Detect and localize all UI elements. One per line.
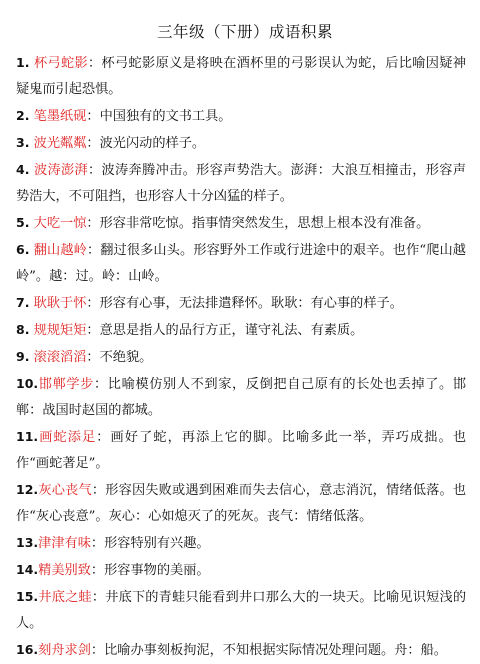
idiom-term: 津津有味 bbox=[38, 536, 91, 551]
idiom-definition: ：形容因失败或遇到困难而失去信心，意志消沉，情绪低落。也作“灰心丧意”。灰心：心如熄灭了的死灰。丧气：情绪低落。 bbox=[16, 483, 467, 524]
idiom-term: 邯郸学步 bbox=[38, 377, 94, 392]
idiom-definition: ：画好了蛇，再添上它的脚。比喻多此一举，弄巧成拙。也作“画蛇著足”。 bbox=[16, 430, 467, 471]
idiom-term: 翻山越岭 bbox=[33, 243, 87, 258]
idiom-entry bbox=[16, 637, 466, 664]
idiom-term: 滚滚滔滔 bbox=[33, 350, 87, 365]
entry-number: 8. bbox=[16, 322, 30, 337]
idiom-term: 耿耿于怀 bbox=[33, 296, 87, 311]
entry-number: 16. bbox=[16, 642, 39, 657]
entry-number: 6. bbox=[16, 242, 30, 257]
idiom-entry bbox=[16, 210, 466, 237]
entry-number: 13. bbox=[16, 535, 39, 550]
idiom-term: 精美别致 bbox=[38, 563, 91, 578]
entry-number: 10. bbox=[16, 376, 39, 391]
entry-number: 12. bbox=[16, 482, 39, 497]
idiom-term: 笔墨纸砚 bbox=[33, 109, 87, 124]
idiom-entry bbox=[16, 344, 466, 371]
idiom-term: 杯弓蛇影 bbox=[33, 56, 89, 71]
idiom-entry bbox=[16, 371, 466, 424]
idiom-entry bbox=[16, 424, 466, 477]
idiom-entry bbox=[16, 157, 466, 210]
idiom-list bbox=[16, 50, 466, 664]
entry-number: 11. bbox=[16, 429, 39, 444]
idiom-term: 井底之蛙 bbox=[38, 590, 92, 605]
idiom-term: 波光粼粼 bbox=[33, 136, 87, 151]
entry-number: 14. bbox=[16, 562, 39, 577]
entry-number: 3. bbox=[16, 135, 30, 150]
entry-number: 2. bbox=[16, 108, 30, 123]
idiom-term: 画蛇添足 bbox=[38, 430, 97, 445]
idiom-definition: ：形容有心事，无法排遣释怀。耿耿：有心事的样子。 bbox=[86, 296, 403, 311]
entry-number: 15. bbox=[16, 589, 39, 604]
idiom-entry bbox=[16, 477, 466, 530]
idiom-definition: ：不绝貌。 bbox=[86, 350, 153, 365]
idiom-definition: ：形容事物的美丽。 bbox=[90, 563, 210, 578]
idiom-entry bbox=[16, 584, 466, 637]
idiom-term: 波涛澎湃 bbox=[33, 163, 89, 178]
idiom-definition: ：形容特别有兴趣。 bbox=[90, 536, 210, 551]
idiom-term: 灰心丧气 bbox=[38, 483, 92, 498]
idiom-entry bbox=[16, 557, 466, 584]
document-title: 三年级（下册）成语积累 bbox=[156, 23, 333, 41]
idiom-definition: ：形容非常吃惊。指事情突然发生，思想上根本没有准备。 bbox=[86, 216, 430, 231]
idiom-definition: ：比喻模仿别人不到家，反倒把自己原有的长处也丢掉了。邯郸：战国时赵国的都城。 bbox=[16, 377, 467, 418]
entry-number: 9. bbox=[16, 349, 30, 364]
idiom-entry bbox=[16, 530, 466, 557]
entry-number: 5. bbox=[16, 215, 30, 230]
idiom-definition: ：杯弓蛇影原义是将映在酒杯里的弓影误认为蛇，后比喻因疑神疑鬼而引起恐惧。 bbox=[16, 56, 466, 97]
idiom-definition: ：波涛奔腾冲击。形容声势浩大。澎湃：大浪互相撞击，形容声势浩大，不可阻挡，也形容人十分凶猛的样子。 bbox=[16, 163, 466, 204]
idiom-definition: ：中国独有的文书工具。 bbox=[86, 109, 232, 124]
entry-number: 7. bbox=[16, 295, 30, 310]
idiom-entry bbox=[16, 290, 466, 317]
idiom-definition: ：波光闪动的样子。 bbox=[86, 136, 206, 151]
idiom-term: 规规矩矩 bbox=[33, 323, 87, 338]
idiom-definition: ：比喻办事刻板拘泥，不知根据实际情况处理问题。舟：船。 bbox=[90, 643, 447, 658]
idiom-definition: ：意思是指人的品行方正，谨守礼法、有素质。 bbox=[86, 323, 364, 338]
idiom-definition: ：翻过很多山头。形容野外工作或行进途中的艰辛。也作“爬山越岭”。越：过。岭：山岭。 bbox=[16, 243, 466, 284]
idiom-entry bbox=[16, 237, 466, 290]
idiom-entry bbox=[16, 317, 466, 344]
idiom-term: 刻舟求剑 bbox=[38, 643, 91, 658]
idiom-entry bbox=[16, 103, 466, 130]
entry-number: 1. bbox=[16, 55, 30, 70]
entry-number: 4. bbox=[16, 162, 30, 177]
idiom-definition: ：井底下的青蛙只能看到井口那么大的一块天。比喻见识短浅的人。 bbox=[16, 590, 467, 631]
idiom-entry bbox=[16, 50, 466, 103]
idiom-entry bbox=[16, 130, 466, 157]
idiom-term: 大吃一惊 bbox=[33, 216, 87, 231]
